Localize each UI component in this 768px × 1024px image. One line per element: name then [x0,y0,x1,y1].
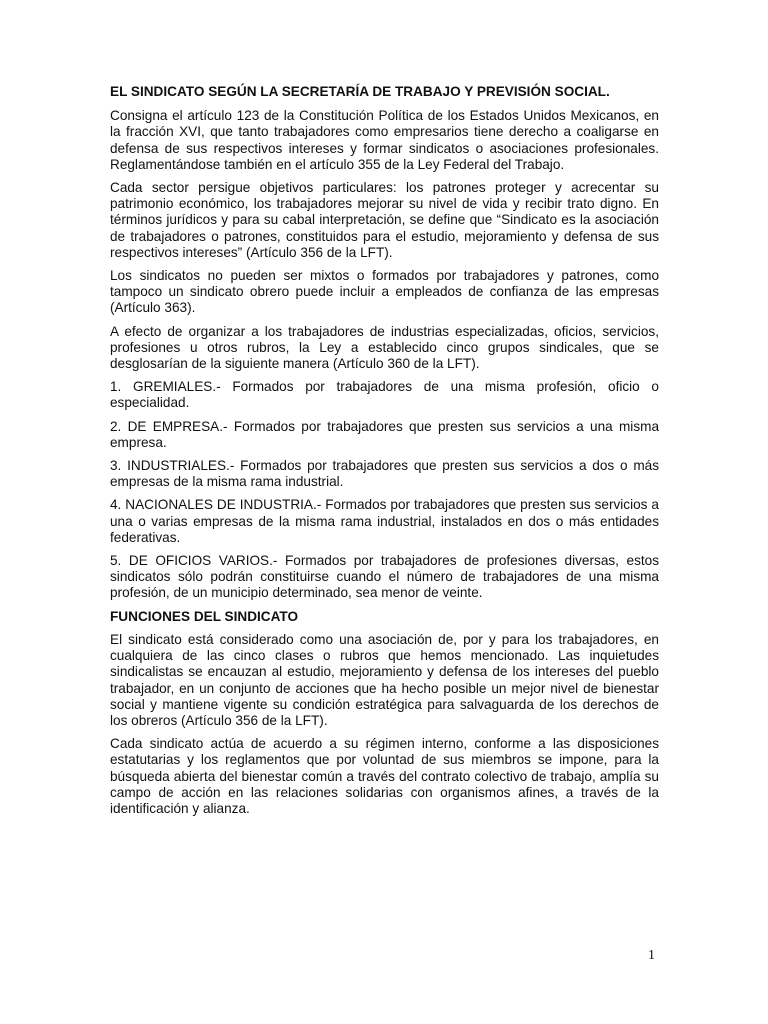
page-number: 1 [648,948,655,963]
union-type-item-4: 4. NACIONALES DE INDUSTRIA.- Formados por trabajadores que presten sus servicios a una o varias empresas de la misma rama industrial, instalados en dos o más entidades federativas. [110,497,659,545]
union-type-item-1: 1. GREMIALES.- Formados por trabajadores de una misma profesión, oficio o especialidad. [110,379,659,411]
section-paragraph-1: El sindicato está considerado como una asociación de, por y para los trabajadores, en cualquiera de las cinco clases o rubros que hemos mencionado. Las inquietudes sindicalistas se encauzan al estudio, mejoramiento y defensa de los intereses del pueblo trabajador, en un conjunto de acciones que ha hecho posible un mejor nivel de bienestar social y mantiene vigente su condición estratégica para salvaguarda de los derechos de los obreros (Artículo 356 de la LFT). [110,631,659,728]
intro-paragraph-2: Cada sector persigue objetivos particulares: los patrones proteger y acrecentar su patrimonio económico, los trabajadores mejorar su nivel de vida y recibir trato digno. En términos jurídicos y para su cabal interpretación, se define que “Sindicato es la asociación de trabajadores o patrones, constituidos para el estudio, mejoramiento y defensa de sus respectivos intereses” (Artículo 356 de la LFT). [110,180,659,260]
section-heading: FUNCIONES DEL SINDICATO [110,608,299,624]
intro-paragraph-1: Consigna el artículo 123 de la Constitución Política de los Estados Unidos Mexicanos, en la fracción XVI, que tanto trabajadores como empresarios tiene derecho a coaligarse en defensa de sus respectivos intereses y formar sindicatos o asociaciones profesionales. Reglamentándose también en el artículo 355 de la Ley Federal del Trabajo. [110,108,659,172]
page-content [110,84,659,824]
intro-paragraph-4: A efecto de organizar a los trabajadores de industrias especializadas, oficios, servicios, profesiones u otros rubros, la Ley a establecido cinco grupos sindicales, que se desglosarían de la siguiente manera (Artículo 360 de la LFT). [110,323,659,372]
section-paragraph-2: Cada sindicato actúa de acuerdo a su régimen interno, conforme a las disposiciones estatutarias y los reglamentos que por voluntad de sus miembros se impone, para la búsqueda abierta del bienestar común a través del contrato colectivo de trabajo, amplía su campo de acción en las relaciones solidarias con organismos afines, a través de la identificación y alianza. [110,736,659,816]
intro-paragraph-3: Los sindicatos no pueden ser mixtos o formados por trabajadores y patrones, como tampoco un sindicato obrero puede incluir a empleados de confianza de las empresas (Artículo 363). [110,268,659,316]
union-type-item-5: 5. DE OFICIOS VARIOS.- Formados por trabajadores de profesiones diversas, estos sindicatos sólo podrán constituirse cuando el número de trabajadores de una misma profesión, de un municipio determinado, sea menor de veinte. [110,553,659,601]
document-title: EL SINDICATO SEGÚN LA SECRETARÍA DE TRABAJO Y PREVISIÓN SOCIAL. [110,84,610,99]
union-type-item-2: 2. DE EMPRESA.- Formados por trabajadores que presten sus servicios a una misma empresa. [110,418,659,450]
union-type-item-3: 3. INDUSTRIALES.- Formados por trabajadores que presten sus servicios a dos o más empresas de la misma rama industrial. [110,458,659,490]
